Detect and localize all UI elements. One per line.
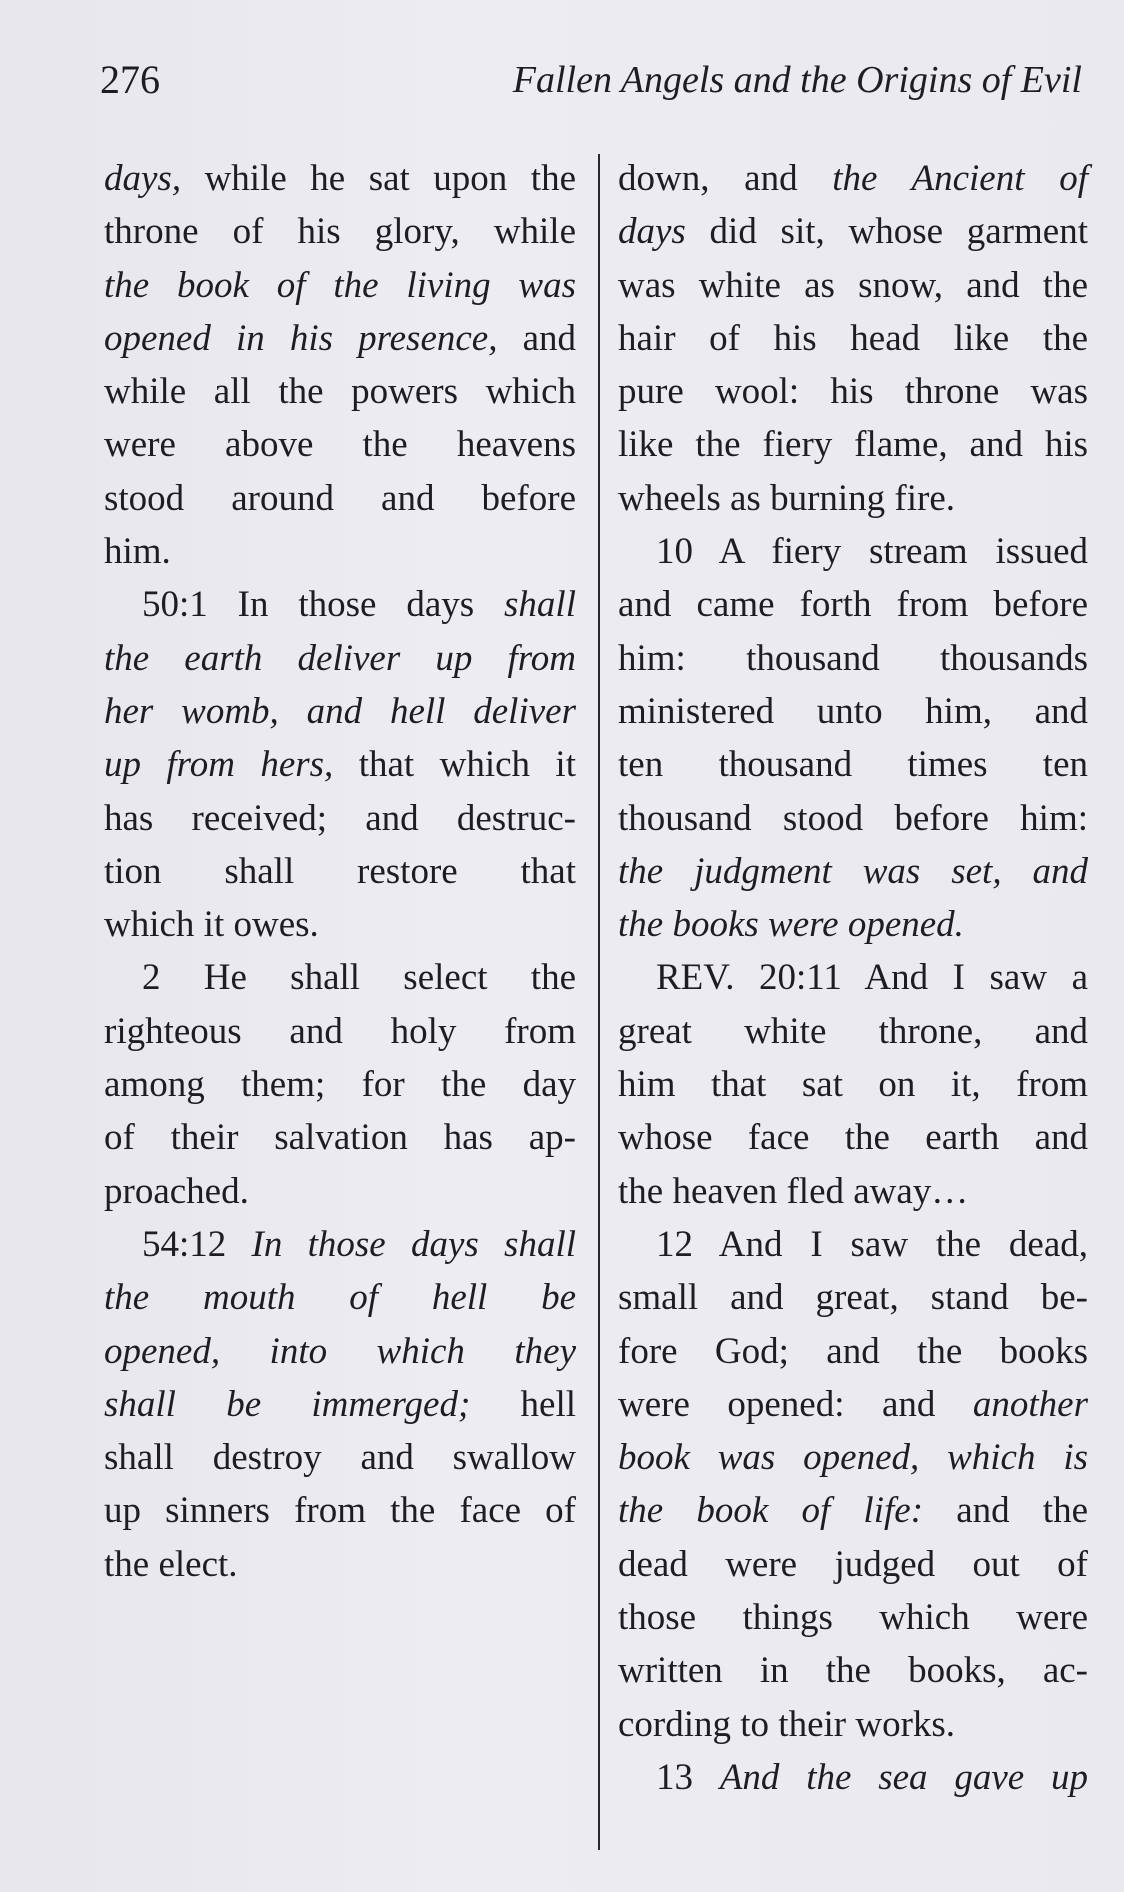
text-line bbox=[618, 1218, 1088, 1271]
text-segment: which it owes. bbox=[104, 904, 319, 946]
text-segment: and bbox=[497, 317, 576, 359]
italic-text: the books were opened. bbox=[618, 904, 964, 946]
text-line bbox=[104, 1431, 576, 1484]
text-segment: of their salvation has ap- bbox=[104, 1117, 576, 1159]
text-segment: small and great, stand be- bbox=[618, 1277, 1088, 1319]
text-line bbox=[618, 1111, 1088, 1164]
text-segment: fore God; and the books bbox=[618, 1330, 1088, 1372]
text-line bbox=[104, 792, 576, 845]
italic-text: opened, into which they bbox=[104, 1330, 576, 1372]
text-line bbox=[104, 1378, 576, 1431]
text-line bbox=[618, 1538, 1088, 1591]
italic-text: the Ancient of bbox=[832, 158, 1088, 199]
text-line bbox=[618, 365, 1088, 418]
text-segment: while he sat upon the bbox=[181, 158, 576, 199]
italic-text: And the sea gave up bbox=[719, 1756, 1088, 1798]
text-segment: tion shall restore that bbox=[104, 850, 576, 892]
text-line bbox=[104, 951, 576, 1004]
italic-text: her womb, and hell deliver bbox=[104, 690, 576, 732]
text-segment: hell bbox=[470, 1383, 577, 1425]
text-segment: thousand stood before him: bbox=[618, 797, 1088, 839]
text-line bbox=[104, 1325, 576, 1378]
italic-text: In those days shall bbox=[251, 1223, 577, 1265]
text-line bbox=[104, 578, 576, 631]
text-line bbox=[104, 152, 576, 205]
text-segment: 50:1 In those days bbox=[142, 584, 505, 626]
text-line bbox=[104, 259, 576, 312]
text-line bbox=[618, 1698, 1088, 1751]
text-line bbox=[104, 1538, 576, 1591]
text-line bbox=[618, 418, 1088, 471]
text-line bbox=[104, 898, 576, 951]
text-segment: were opened: and bbox=[618, 1383, 973, 1425]
italic-text: days bbox=[618, 211, 686, 253]
text-line bbox=[618, 898, 1088, 951]
text-line bbox=[104, 685, 576, 738]
text-segment: REV. 20:11 And I saw a bbox=[656, 957, 1088, 999]
text-line bbox=[618, 792, 1088, 845]
text-segment: righteous and holy from bbox=[104, 1010, 576, 1052]
text-line bbox=[104, 205, 576, 258]
text-line bbox=[618, 1271, 1088, 1324]
text-line bbox=[618, 312, 1088, 365]
italic-text: book was opened, which is bbox=[618, 1437, 1088, 1479]
text-line bbox=[618, 1005, 1088, 1058]
text-segment: him: thousand thousands bbox=[618, 637, 1088, 679]
italic-text: up from hers, bbox=[104, 744, 334, 786]
text-segment: ministered unto him, and bbox=[618, 690, 1088, 732]
text-line bbox=[618, 1325, 1088, 1378]
text-segment: wheels as burning fire. bbox=[618, 477, 956, 519]
text-line bbox=[618, 738, 1088, 791]
text-line bbox=[104, 845, 576, 898]
text-segment: has received; and destruc- bbox=[104, 797, 576, 839]
text-segment: and the bbox=[923, 1490, 1088, 1532]
running-title: Fallen Angels and the Origins of Evil bbox=[512, 59, 1082, 101]
text-segment: shall destroy and swallow bbox=[104, 1437, 576, 1479]
text-segment: great white throne, and bbox=[618, 1010, 1088, 1052]
text-segment: the elect. bbox=[104, 1543, 238, 1585]
text-segment: while all the powers which bbox=[104, 371, 576, 413]
text-line bbox=[104, 418, 576, 471]
text-line bbox=[618, 205, 1088, 258]
left-column bbox=[104, 152, 576, 1591]
text-segment: 54:12 bbox=[142, 1223, 252, 1265]
text-segment: like the fiery flame, and his bbox=[618, 424, 1088, 466]
text-line bbox=[618, 578, 1088, 631]
text-line bbox=[618, 685, 1088, 738]
text-segment: up sinners from the face of bbox=[104, 1490, 576, 1532]
text-line bbox=[618, 152, 1088, 205]
text-line bbox=[618, 1378, 1088, 1431]
italic-text: shall bbox=[504, 584, 576, 626]
text-line bbox=[104, 1484, 576, 1537]
text-line bbox=[618, 1751, 1088, 1804]
text-line bbox=[104, 1005, 576, 1058]
italic-text: opened in his presence, bbox=[104, 317, 498, 359]
text-segment: proached. bbox=[104, 1170, 249, 1212]
text-segment: 10 A fiery stream issued bbox=[656, 531, 1088, 573]
text-line bbox=[104, 472, 576, 525]
italic-text: another bbox=[972, 1383, 1088, 1425]
text-segment: throne of his glory, while bbox=[104, 211, 576, 253]
text-line bbox=[618, 259, 1088, 312]
text-line bbox=[104, 365, 576, 418]
text-segment: down, and bbox=[618, 158, 833, 199]
text-line bbox=[618, 951, 1088, 1004]
text-line bbox=[618, 472, 1088, 525]
text-line bbox=[104, 632, 576, 685]
text-line bbox=[618, 1431, 1088, 1484]
text-segment: 12 And I saw the dead, bbox=[656, 1223, 1088, 1265]
text-segment: 2 He shall select the bbox=[142, 957, 576, 999]
text-segment: among them; for the day bbox=[104, 1064, 576, 1106]
text-segment: and came forth from before bbox=[618, 584, 1088, 626]
text-line bbox=[104, 525, 576, 578]
text-line bbox=[104, 1165, 576, 1218]
text-segment: 13 bbox=[656, 1756, 720, 1798]
text-line bbox=[104, 1218, 576, 1271]
italic-text: the book of life: bbox=[618, 1490, 924, 1532]
text-line bbox=[618, 525, 1088, 578]
text-segment: ten thousand times ten bbox=[618, 744, 1088, 786]
text-segment: did sit, whose garment bbox=[685, 211, 1088, 253]
text-segment: cording to their works. bbox=[618, 1703, 956, 1745]
page-header bbox=[100, 52, 1082, 112]
page-number: 276 bbox=[100, 57, 160, 102]
text-segment: pure wool: his throne was bbox=[618, 371, 1088, 413]
text-segment: was white as snow, and the bbox=[618, 264, 1088, 306]
text-line bbox=[618, 1591, 1088, 1644]
text-segment: written in the books, ac- bbox=[618, 1650, 1088, 1692]
text-segment: dead were judged out of bbox=[618, 1543, 1088, 1585]
text-line bbox=[618, 1165, 1088, 1218]
text-line bbox=[618, 632, 1088, 685]
italic-text: the mouth of hell be bbox=[104, 1277, 576, 1319]
text-line bbox=[104, 1111, 576, 1164]
text-segment: whose face the earth and bbox=[618, 1117, 1088, 1159]
text-segment: that which it bbox=[333, 744, 576, 786]
text-segment: were above the heavens bbox=[104, 424, 576, 466]
text-line bbox=[104, 738, 576, 791]
text-segment: stood around and before bbox=[104, 477, 576, 519]
right-column bbox=[618, 152, 1088, 1804]
text-line bbox=[618, 845, 1088, 898]
text-line bbox=[104, 1058, 576, 1111]
text-line bbox=[104, 312, 576, 365]
italic-text: days, bbox=[104, 158, 182, 199]
text-line bbox=[618, 1644, 1088, 1697]
text-line bbox=[104, 1271, 576, 1324]
italic-text: the judgment was set, and bbox=[618, 850, 1088, 892]
text-segment: those things which were bbox=[618, 1597, 1088, 1639]
italic-text: shall be immerged; bbox=[104, 1383, 471, 1425]
text-line bbox=[618, 1058, 1088, 1111]
italic-text: the earth deliver up from bbox=[104, 637, 576, 679]
text-segment: hair of his head like the bbox=[618, 317, 1088, 359]
text-segment: him that sat on it, from bbox=[618, 1064, 1088, 1106]
italic-text: the book of the living was bbox=[104, 264, 576, 306]
text-segment: him. bbox=[104, 531, 171, 573]
text-segment: the heaven fled away… bbox=[618, 1170, 969, 1212]
text-line bbox=[618, 1484, 1088, 1537]
column-divider bbox=[598, 154, 600, 1850]
